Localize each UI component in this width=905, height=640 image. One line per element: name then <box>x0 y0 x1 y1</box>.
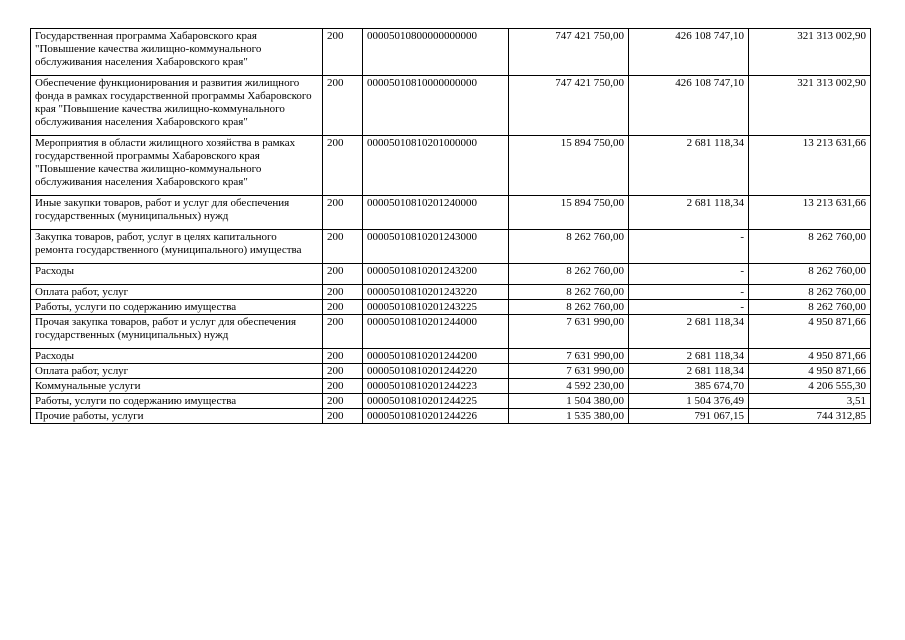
row-executed-amount: - <box>629 264 749 285</box>
row-line-code: 200 <box>323 364 363 379</box>
row-executed-amount: 2 681 118,34 <box>629 315 749 349</box>
row-name: Прочие работы, услуги <box>31 409 323 424</box>
row-approved-amount: 8 262 760,00 <box>509 300 629 315</box>
row-name: Государственная программа Хабаровского края "Повышение качества жилищно-коммунального обслуживания населения Хабаровского края" <box>31 29 323 76</box>
budget-execution-table <box>30 28 871 424</box>
row-remaining-amount: 13 213 631,66 <box>749 136 871 196</box>
row-line-code: 200 <box>323 230 363 264</box>
row-executed-amount: 426 108 747,10 <box>629 76 749 136</box>
row-remaining-amount: 321 313 002,90 <box>749 29 871 76</box>
row-approved-amount: 7 631 990,00 <box>509 315 629 349</box>
row-executed-amount: 2 681 118,34 <box>629 136 749 196</box>
row-line-code: 200 <box>323 379 363 394</box>
row-remaining-amount: 4 206 555,30 <box>749 379 871 394</box>
row-executed-amount: - <box>629 300 749 315</box>
row-approved-amount: 7 631 990,00 <box>509 364 629 379</box>
table-row <box>31 349 871 364</box>
row-name: Работы, услуги по содержанию имущества <box>31 394 323 409</box>
row-executed-amount: 2 681 118,34 <box>629 196 749 230</box>
row-remaining-amount: 4 950 871,66 <box>749 315 871 349</box>
row-classification-code: 00005010810201243200 <box>363 264 509 285</box>
row-approved-amount: 747 421 750,00 <box>509 76 629 136</box>
row-approved-amount: 4 592 230,00 <box>509 379 629 394</box>
row-line-code: 200 <box>323 300 363 315</box>
table-row <box>31 409 871 424</box>
row-classification-code: 00005010810201243000 <box>363 230 509 264</box>
row-executed-amount: 791 067,15 <box>629 409 749 424</box>
row-approved-amount: 747 421 750,00 <box>509 29 629 76</box>
row-line-code: 200 <box>323 136 363 196</box>
row-approved-amount: 15 894 750,00 <box>509 136 629 196</box>
row-executed-amount: 385 674,70 <box>629 379 749 394</box>
table-row <box>31 29 871 76</box>
table-row <box>31 264 871 285</box>
row-classification-code: 00005010810201243220 <box>363 285 509 300</box>
row-remaining-amount: 4 950 871,66 <box>749 364 871 379</box>
table-row <box>31 315 871 349</box>
row-classification-code: 00005010810201244000 <box>363 315 509 349</box>
row-name: Расходы <box>31 349 323 364</box>
row-executed-amount: 1 504 376,49 <box>629 394 749 409</box>
row-line-code: 200 <box>323 394 363 409</box>
row-name: Мероприятия в области жилищного хозяйства в рамках государственной программы Хабаровского края "Повышение качества жилищно-коммунального обслуживания населения Хабаровского края" <box>31 136 323 196</box>
row-approved-amount: 8 262 760,00 <box>509 285 629 300</box>
row-name: Оплата работ, услуг <box>31 285 323 300</box>
table-row <box>31 196 871 230</box>
table-row <box>31 364 871 379</box>
row-name: Закупка товаров, работ, услуг в целях капитального ремонта государственного (муниципального) имущества <box>31 230 323 264</box>
row-classification-code: 00005010800000000000 <box>363 29 509 76</box>
table-row <box>31 136 871 196</box>
row-line-code: 200 <box>323 196 363 230</box>
table-row <box>31 230 871 264</box>
row-executed-amount: 2 681 118,34 <box>629 349 749 364</box>
row-name: Обеспечение функционирования и развития жилищного фонда в рамках государственной программы Хабаровского края "Повышение качества жилищно-коммунального обслуживания населения Хабаровского края" <box>31 76 323 136</box>
row-approved-amount: 8 262 760,00 <box>509 264 629 285</box>
row-classification-code: 00005010810201244225 <box>363 394 509 409</box>
row-remaining-amount: 8 262 760,00 <box>749 230 871 264</box>
row-remaining-amount: 4 950 871,66 <box>749 349 871 364</box>
table-row <box>31 379 871 394</box>
row-name: Прочая закупка товаров, работ и услуг для обеспечения государственных (муниципальных) нужд <box>31 315 323 349</box>
row-line-code: 200 <box>323 76 363 136</box>
row-approved-amount: 7 631 990,00 <box>509 349 629 364</box>
row-line-code: 200 <box>323 409 363 424</box>
row-name: Расходы <box>31 264 323 285</box>
row-remaining-amount: 8 262 760,00 <box>749 285 871 300</box>
row-classification-code: 00005010810201244226 <box>363 409 509 424</box>
row-remaining-amount: 8 262 760,00 <box>749 300 871 315</box>
row-executed-amount: 426 108 747,10 <box>629 29 749 76</box>
table-row <box>31 394 871 409</box>
row-approved-amount: 1 504 380,00 <box>509 394 629 409</box>
row-executed-amount: - <box>629 230 749 264</box>
row-remaining-amount: 3,51 <box>749 394 871 409</box>
row-line-code: 200 <box>323 264 363 285</box>
row-line-code: 200 <box>323 315 363 349</box>
row-approved-amount: 1 535 380,00 <box>509 409 629 424</box>
row-remaining-amount: 8 262 760,00 <box>749 264 871 285</box>
row-approved-amount: 8 262 760,00 <box>509 230 629 264</box>
row-remaining-amount: 321 313 002,90 <box>749 76 871 136</box>
row-classification-code: 00005010810201244223 <box>363 379 509 394</box>
table-row <box>31 300 871 315</box>
row-classification-code: 00005010810201000000 <box>363 136 509 196</box>
table-row <box>31 285 871 300</box>
row-remaining-amount: 744 312,85 <box>749 409 871 424</box>
row-executed-amount: 2 681 118,34 <box>629 364 749 379</box>
row-executed-amount: - <box>629 285 749 300</box>
table-row <box>31 76 871 136</box>
row-classification-code: 00005010810000000000 <box>363 76 509 136</box>
row-line-code: 200 <box>323 285 363 300</box>
row-remaining-amount: 13 213 631,66 <box>749 196 871 230</box>
row-line-code: 200 <box>323 349 363 364</box>
row-classification-code: 00005010810201243225 <box>363 300 509 315</box>
row-classification-code: 00005010810201244220 <box>363 364 509 379</box>
row-classification-code: 00005010810201240000 <box>363 196 509 230</box>
row-name: Работы, услуги по содержанию имущества <box>31 300 323 315</box>
row-name: Иные закупки товаров, работ и услуг для обеспечения государственных (муниципальных) нужд <box>31 196 323 230</box>
row-line-code: 200 <box>323 29 363 76</box>
row-approved-amount: 15 894 750,00 <box>509 196 629 230</box>
row-name: Оплата работ, услуг <box>31 364 323 379</box>
row-name: Коммунальные услуги <box>31 379 323 394</box>
row-classification-code: 00005010810201244200 <box>363 349 509 364</box>
